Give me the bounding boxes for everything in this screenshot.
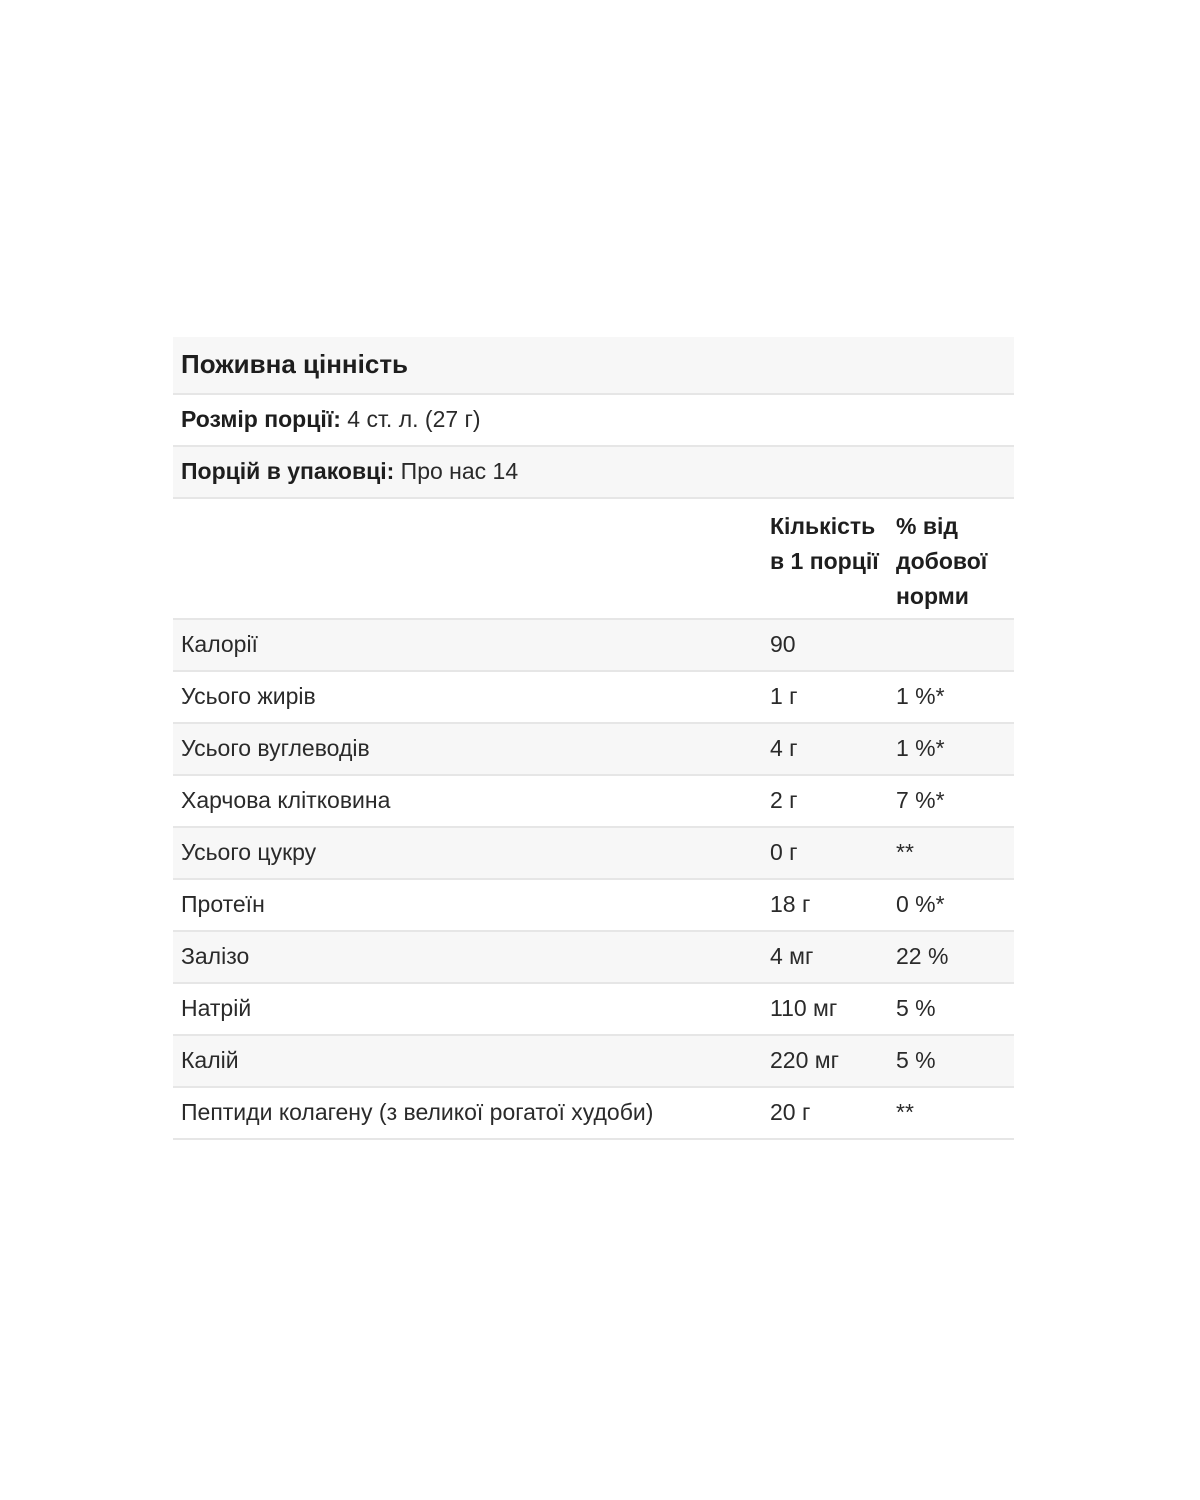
nutrient-amount: 1 г	[770, 683, 798, 710]
table-row	[173, 724, 1014, 776]
table-row	[173, 620, 1014, 672]
table-row	[173, 984, 1014, 1036]
nutrient-name: Натрій	[181, 995, 252, 1022]
nutrient-rows	[173, 620, 1014, 1140]
column-header-row	[173, 499, 1014, 620]
column-header-amount: Кількість в 1 порції	[770, 513, 879, 574]
nutrient-daily-value: 7 %*	[896, 787, 945, 814]
nutrient-amount: 4 г	[770, 735, 798, 762]
nutrient-name: Калорії	[181, 631, 258, 658]
table-row	[173, 828, 1014, 880]
servings-per-container-row	[173, 447, 1014, 499]
nutrient-amount: 90	[770, 631, 796, 658]
nutrient-daily-value: **	[896, 839, 914, 866]
nutrient-amount: 4 мг	[770, 943, 814, 970]
serving-size-label: Розмір порції:	[181, 406, 341, 433]
table-row	[173, 776, 1014, 828]
nutrient-amount: 18 г	[770, 891, 811, 918]
nutrient-name: Залізо	[181, 943, 250, 970]
servings-per-container-value: Про нас 14	[400, 458, 519, 485]
nutrient-daily-value: 1 %*	[896, 683, 945, 710]
nutrient-amount: 220 мг	[770, 1047, 839, 1074]
table-row	[173, 880, 1014, 932]
nutrient-amount: 20 г	[770, 1099, 811, 1126]
table-title-row	[173, 337, 1014, 395]
nutrition-facts-table	[173, 337, 1014, 1140]
table-row	[173, 932, 1014, 984]
nutrient-name: Калій	[181, 1047, 239, 1074]
table-row	[173, 1088, 1014, 1140]
table-title: Поживна цінність	[181, 349, 409, 380]
nutrient-name: Протеїн	[181, 891, 265, 918]
nutrient-daily-value: **	[896, 1099, 914, 1126]
nutrient-name: Усього жирів	[181, 683, 316, 710]
nutrient-daily-value: 22 %	[896, 943, 949, 970]
nutrient-amount: 0 г	[770, 839, 798, 866]
nutrient-daily-value: 1 %*	[896, 735, 945, 762]
nutrient-amount: 110 мг	[770, 995, 838, 1022]
table-row	[173, 1036, 1014, 1088]
table-row	[173, 672, 1014, 724]
nutrient-daily-value: 5 %	[896, 995, 936, 1022]
column-header-daily-value: % від добової норми	[896, 513, 988, 609]
servings-per-container-label: Порцій в упаковці:	[181, 458, 395, 485]
nutrient-daily-value: 5 %	[896, 1047, 936, 1074]
serving-size-value: 4 ст. л. (27 г)	[347, 406, 481, 433]
nutrient-amount: 2 г	[770, 787, 798, 814]
nutrient-name: Пептиди колагену (з великої рогатої худоби)	[181, 1099, 654, 1126]
nutrient-name: Усього вуглеводів	[181, 735, 370, 762]
nutrient-name: Харчова клітковина	[181, 787, 391, 814]
nutrient-daily-value: 0 %*	[896, 891, 945, 918]
serving-size-row	[173, 395, 1014, 447]
nutrient-name: Усього цукру	[181, 839, 317, 866]
